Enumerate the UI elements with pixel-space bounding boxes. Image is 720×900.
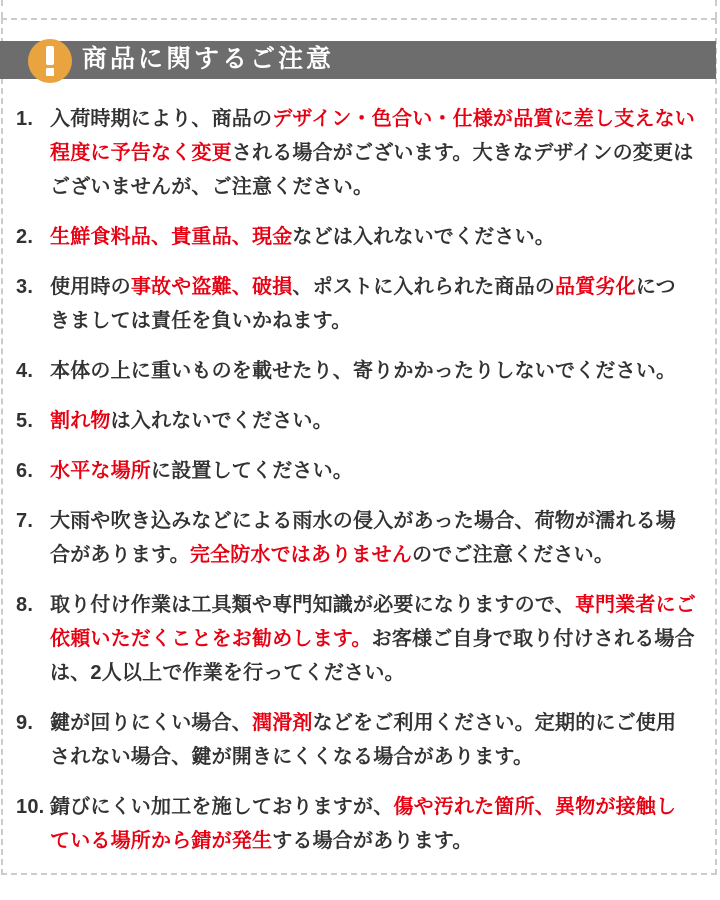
notice-text: [50, 404, 696, 438]
notice-segment: などをご利用ください。定期的にご使用されない場合、鍵が開きにくくなる場合があります。: [50, 712, 677, 768]
notice-segment: 錆びにくい加工を施しておりますが、: [50, 796, 394, 818]
notice-highlight: 割れ物: [50, 410, 111, 432]
notice-title: 商品に関するご注意: [82, 45, 335, 73]
notice-segment: は入れないでください。: [110, 410, 333, 432]
notice-text: [50, 354, 696, 388]
notice-highlight: 事故や盗難、破損: [130, 276, 293, 298]
notice-segment: に設置してください。: [151, 460, 353, 482]
notice-text: [50, 504, 696, 572]
notice-number: 7.: [16, 510, 34, 532]
notice-segment: 本体の上に重いものを載せたり、寄りかかったりしないでください。: [50, 360, 677, 382]
notice-highlight: 水平な場所: [50, 460, 151, 482]
notice-segment: される場合がございます。大きなデザインの変更はございませんが、ご注意ください。: [50, 142, 694, 198]
notice-segment: のでご注意ください。: [412, 544, 615, 566]
notice-highlight: デザイン・色合い・仕様が品質に差し支えない程度に予告なく変更: [50, 108, 696, 164]
notice-number: 8.: [16, 594, 34, 616]
notice-segment: 入荷時期により、商品の: [50, 108, 273, 130]
notice-list: [16, 102, 696, 874]
exclamation-icon-dot: [46, 68, 54, 76]
notice-number: 5.: [16, 410, 34, 432]
notice-item: [16, 706, 696, 774]
notice-segment: につきましては責任を負いかねます。: [50, 276, 676, 332]
notice-highlight: 傷や汚れた箇所、異物が接触している場所から錆が発生: [50, 796, 677, 852]
notice-highlight: 品質劣化: [555, 276, 636, 298]
notice-text: [50, 454, 696, 488]
notice-segment: 、ポストに入れられた商品の: [292, 276, 556, 298]
notice-segment: する場合があります。: [272, 830, 473, 852]
notice-number: 10.: [16, 796, 45, 818]
notice-item: [16, 588, 696, 690]
notice-number: 6.: [16, 460, 34, 482]
dashed-border-stub-right: [715, 0, 717, 18]
dashed-border-stub-left: [1, 0, 3, 18]
exclamation-icon: [28, 39, 72, 83]
notice-item: [16, 220, 696, 254]
notice-number: 1.: [16, 108, 34, 130]
notice-number: 3.: [16, 276, 34, 298]
notice-highlight: 完全防水ではありません: [189, 544, 413, 566]
notice-text: [50, 790, 696, 858]
notice-highlight: 専門業者にご依頼いただくことをお勧めします。: [50, 594, 697, 650]
notice-item: [16, 504, 696, 572]
notice-segment: お客様ご自身で取り付けされる場合は、2人以上で作業を行ってください。: [50, 628, 695, 684]
notice-segment: 取り付け作業は工具類や専門知識が必要になりますので、: [50, 594, 575, 616]
notice-item: [16, 354, 696, 388]
notice-item: [16, 790, 696, 858]
exclamation-icon-bar: [46, 46, 54, 65]
notice-number: 4.: [16, 360, 34, 382]
notice-text: [50, 588, 696, 690]
notice-highlight: 潤滑剤: [252, 712, 313, 734]
notice-segment: 大雨や吹き込みなどによる雨水の侵入があった場合、荷物が濡れる場合があります。: [50, 510, 676, 566]
notice-item: [16, 404, 696, 438]
notice-segment: などは入れないでください。: [292, 226, 556, 248]
notice-text: [50, 706, 696, 774]
notice-number: 9.: [16, 712, 34, 734]
notice-text: [50, 102, 696, 204]
notice-text: [50, 220, 696, 254]
notice-segment: 使用時の: [50, 276, 131, 298]
notice-header-bar: [0, 41, 716, 79]
notice-item: [16, 102, 696, 204]
notice-highlight: 生鮮食料品、貴重品、現金: [50, 226, 293, 248]
notice-item: [16, 270, 696, 338]
notice-text: [50, 270, 696, 338]
notice-item: [16, 454, 696, 488]
notice-segment: 鍵が回りにくい場合、: [50, 712, 252, 734]
notice-number: 2.: [16, 226, 34, 248]
